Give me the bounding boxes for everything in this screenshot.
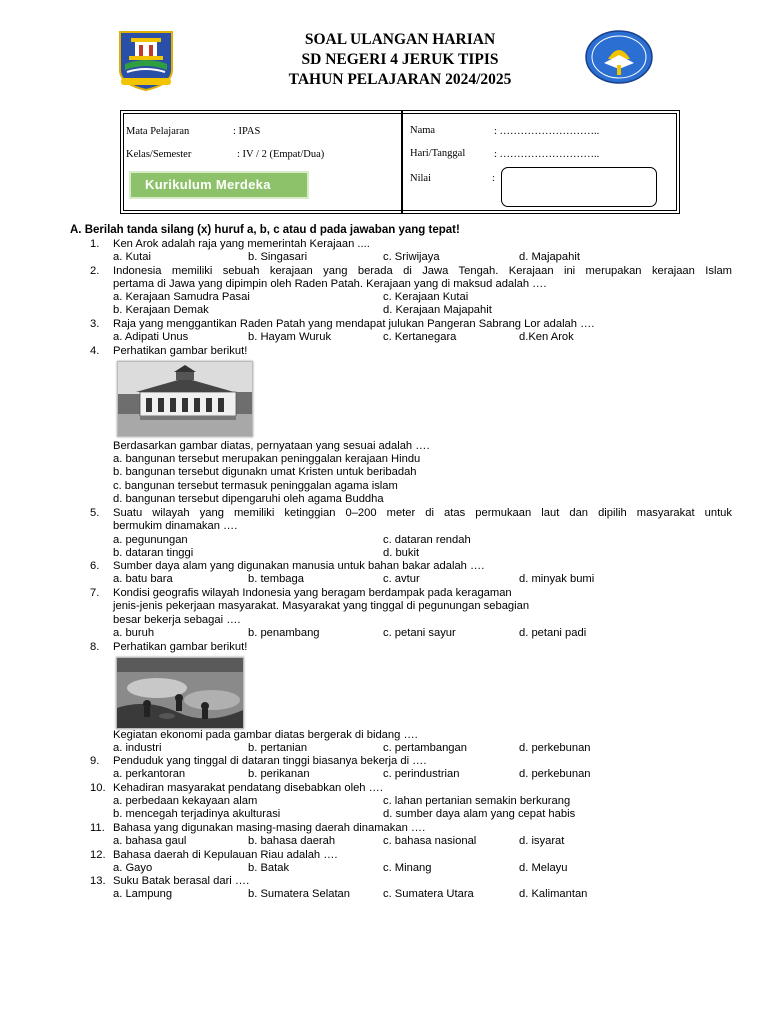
- question-number: 8.: [90, 641, 100, 653]
- header-title-line-1: SOAL ULANGAN HARIAN: [304, 31, 496, 48]
- option-b[interactable]: b. dataran tinggi: [113, 547, 194, 559]
- class-semester-value: : IV / 2 (Empat/Dua): [237, 149, 325, 160]
- mining-activity-photo: [116, 657, 244, 729]
- option-a[interactable]: a. Kutai: [113, 251, 151, 263]
- option-c[interactable]: c. bahasa nasional: [383, 835, 477, 847]
- option-c[interactable]: c. Sriwijaya: [383, 251, 440, 263]
- option-b[interactable]: b. penambang: [248, 627, 320, 639]
- option-d[interactable]: d. isyarat: [519, 835, 565, 847]
- question-number: 11.: [90, 822, 105, 834]
- option-c[interactable]: c. Minang: [383, 862, 432, 874]
- option-a[interactable]: a. bahasa gaul: [113, 835, 187, 847]
- header-title-line-3: TAHUN PELAJARAN 2024/2025: [288, 71, 512, 88]
- option-d[interactable]: d. petani padi: [519, 627, 587, 639]
- option-d[interactable]: d. Melayu: [519, 862, 568, 874]
- option-d[interactable]: d. perkebunan: [519, 768, 591, 780]
- question-text: Perhatikan gambar berikut!: [113, 345, 248, 357]
- header-title-line-2: SD NEGERI 4 JERUK TIPIS: [301, 51, 499, 68]
- question-number: 5.: [90, 507, 100, 519]
- question-text: Bahasa yang digunakan masing-masing daerah dinamakan ….: [113, 822, 426, 834]
- option-b[interactable]: b. pertanian: [248, 742, 308, 754]
- mosque-building-photo: [117, 361, 253, 437]
- option-a[interactable]: a. bangunan tersebut merupakan peninggalan kerajaan Hindu: [113, 453, 421, 465]
- option-d[interactable]: d. Kerajaan Majapahit: [383, 304, 492, 316]
- option-d[interactable]: d. sumber daya alam yang cepat habis: [383, 808, 576, 820]
- subject-label: Mata Pelajaran: [126, 126, 190, 137]
- option-a[interactable]: a. Kerajaan Samudra Pasai: [113, 291, 250, 303]
- option-a[interactable]: a. pegunungan: [113, 534, 188, 546]
- option-d[interactable]: d. bangunan tersebut dipengaruhi oleh agama Buddha: [113, 493, 384, 505]
- option-b[interactable]: b. Batak: [248, 862, 290, 874]
- question-text: Berdasarkan gambar diatas, pernyataan yang sesuai adalah ….: [113, 440, 430, 452]
- score-box[interactable]: [501, 167, 657, 207]
- subject-value: : IPAS: [233, 126, 261, 137]
- question-text: bermukim dinamakan ….: [113, 520, 238, 532]
- question-number: 2.: [90, 265, 100, 277]
- question-text: Sumber daya alam yang digunakan manusia untuk bahan bakar adalah ….: [113, 560, 485, 572]
- section-a-instruction: A. Berilah tanda silang (x) huruf a, b, c atau d pada jawaban yang tepat!: [70, 224, 460, 236]
- option-c[interactable]: c. avtur: [383, 573, 420, 585]
- option-c[interactable]: c. pertambangan: [383, 742, 467, 754]
- class-semester-label: Kelas/Semester: [126, 149, 192, 160]
- option-c[interactable]: c. Kerajaan Kutai: [383, 291, 469, 303]
- question-number: 1.: [90, 238, 100, 250]
- question-number: 9.: [90, 755, 100, 767]
- name-field[interactable]: : ………………………..: [494, 126, 600, 137]
- question-text: Ken Arok adalah raja yang memerintah Kerajaan ....: [113, 238, 370, 250]
- option-a[interactable]: a. perkantoran: [113, 768, 186, 780]
- option-a[interactable]: a. Gayo: [113, 862, 153, 874]
- option-b[interactable]: b. bahasa daerah: [248, 835, 336, 847]
- score-colon: :: [492, 173, 495, 184]
- curriculum-badge: Kurikulum Merdeka: [129, 171, 309, 199]
- question-text: Raja yang menggantikan Raden Patah yang mendapat julukan Pangeran Sabrang Lor adalah ….: [113, 318, 595, 330]
- question-text: Suku Batak berasal dari ….: [113, 875, 250, 887]
- regency-emblem-logo: [117, 30, 175, 92]
- date-label: Hari/Tanggal: [410, 148, 466, 159]
- question-text: besar bekerja sebagai ….: [113, 614, 241, 626]
- question-number: 7.: [90, 587, 100, 599]
- name-label: Nama: [410, 125, 436, 136]
- question-number: 10.: [90, 782, 106, 794]
- option-b[interactable]: b. Sumatera Selatan: [248, 888, 350, 900]
- option-a[interactable]: a. buruh: [113, 627, 155, 639]
- option-c[interactable]: c. dataran rendah: [383, 534, 471, 546]
- option-b[interactable]: b. tembaga: [248, 573, 304, 585]
- question-number: 3.: [90, 318, 100, 330]
- question-number: 12.: [90, 849, 106, 861]
- question-text: Suatu wilayah yang memiliki ketinggian 0–200 meter di atas permukaan laut dan dipilih masyarakat untuk: [113, 507, 732, 519]
- question-text: Kehadiran masyarakat pendatang disebabkan oleh ….: [113, 782, 383, 794]
- option-a[interactable]: a. batu bara: [113, 573, 173, 585]
- option-b[interactable]: b. Kerajaan Demak: [113, 304, 209, 316]
- option-a[interactable]: a. industri: [113, 742, 162, 754]
- option-c[interactable]: c. lahan pertanian semakin berkurang: [383, 795, 571, 807]
- option-a[interactable]: a. Adipati Unus: [113, 331, 189, 343]
- question-number: 4.: [90, 345, 100, 357]
- score-label: Nilai: [410, 173, 431, 184]
- tut-wuri-handayani-logo: [584, 29, 654, 85]
- option-b[interactable]: b. perikanan: [248, 768, 310, 780]
- question-text: pertama di Jawa yang dipimpin oleh Raden Patah. Kerajaan yang di maksud adalah ….: [113, 278, 547, 290]
- question-number: 6.: [90, 560, 100, 572]
- option-b[interactable]: b. mencegah terjadinya akulturasi: [113, 808, 281, 820]
- question-text: Bahasa daerah di Kepulauan Riau adalah ….: [113, 849, 338, 861]
- question-text: Indonesia memiliki sebuah kerajaan yang berada di Jawa Tengah. Kerajaan ini merupakan kerajaan Islam: [113, 265, 732, 277]
- question-text: Kegiatan ekonomi pada gambar diatas bergerak di bidang ….: [113, 729, 418, 741]
- option-c[interactable]: c. Sumatera Utara: [383, 888, 474, 900]
- option-d[interactable]: d.Ken Arok: [519, 331, 574, 343]
- option-d[interactable]: d. Majapahit: [519, 251, 580, 263]
- student-info-box: [120, 110, 680, 214]
- option-c[interactable]: c. perindustrian: [383, 768, 460, 780]
- option-b[interactable]: b. Hayam Wuruk: [248, 331, 332, 343]
- date-field[interactable]: : ………………………..: [494, 149, 600, 160]
- question-text: Kondisi geografis wilayah Indonesia yang beragam berdampak pada keragaman: [113, 587, 512, 599]
- option-a[interactable]: a. perbedaan kekayaan alam: [113, 795, 258, 807]
- option-c[interactable]: c. bangunan tersebut termasuk peninggalan agama islam: [113, 480, 398, 492]
- option-d[interactable]: d. minyak bumi: [519, 573, 595, 585]
- question-number: 13.: [90, 875, 106, 887]
- option-c[interactable]: c. Kertanegara: [383, 331, 457, 343]
- option-d[interactable]: d. bukit: [383, 547, 420, 559]
- option-d[interactable]: d. Kalimantan: [519, 888, 588, 900]
- question-text: jenis-jenis pekerjaan masyarakat. Masyarakat yang tinggal di pegunungan sebagian: [113, 600, 530, 612]
- option-c[interactable]: c. petani sayur: [383, 627, 456, 639]
- question-text: Perhatikan gambar berikut!: [113, 641, 248, 653]
- option-a[interactable]: a. Lampung: [113, 888, 173, 900]
- option-d[interactable]: d. perkebunan: [519, 742, 591, 754]
- option-b[interactable]: b. bangunan tersebut digunakn umat Kristen untuk beribadah: [113, 466, 417, 478]
- question-text: Penduduk yang tinggal di dataran tinggi biasanya bekerja di ….: [113, 755, 427, 767]
- option-b[interactable]: b. Singasari: [248, 251, 308, 263]
